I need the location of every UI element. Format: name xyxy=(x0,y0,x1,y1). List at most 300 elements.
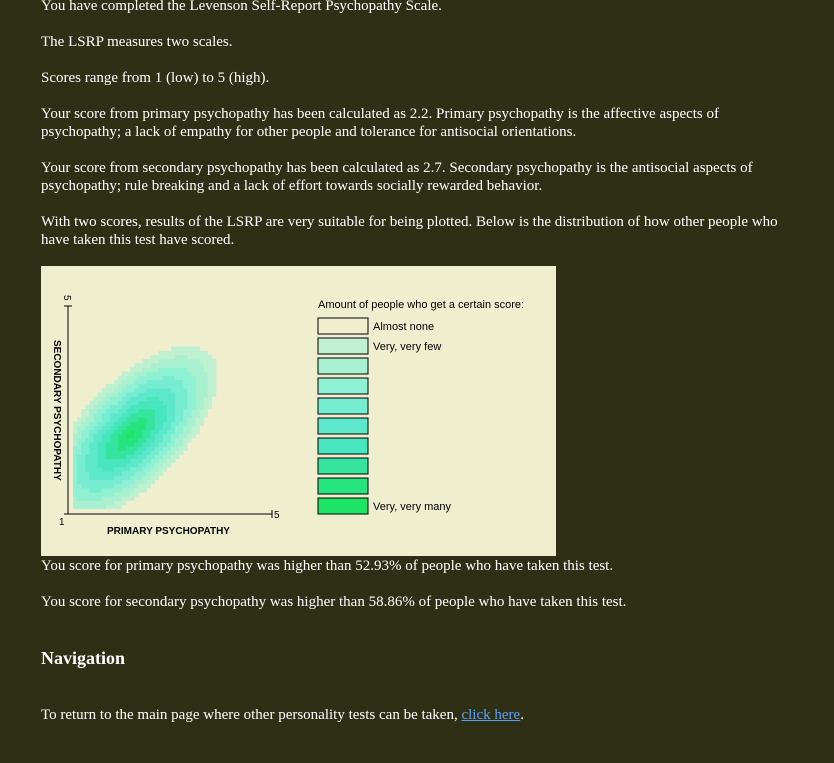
heatmap-cell xyxy=(142,384,146,388)
heatmap-cell xyxy=(114,417,118,421)
heatmap-cell xyxy=(89,467,93,471)
heatmap-cell xyxy=(204,380,208,384)
heatmap-cell xyxy=(187,430,191,434)
heatmap-cell xyxy=(130,367,134,371)
heatmap-cell xyxy=(122,421,126,425)
heatmap-cell xyxy=(77,500,81,504)
heatmap-cell xyxy=(106,455,110,459)
heatmap-cell xyxy=(85,421,89,425)
heatmap-cell xyxy=(126,442,130,446)
heatmap-cell xyxy=(171,442,175,446)
heatmap-cell xyxy=(159,430,163,434)
heatmap-cell xyxy=(151,355,155,359)
heatmap-cell xyxy=(138,421,142,425)
heatmap-cell xyxy=(171,417,175,421)
heatmap-cell xyxy=(196,376,200,380)
heatmap-cell xyxy=(196,421,200,425)
heatmap-cell xyxy=(191,417,195,421)
heatmap-cell xyxy=(77,455,81,459)
heatmap-cell xyxy=(191,380,195,384)
heatmap-cell xyxy=(171,438,175,442)
heatmap-cell xyxy=(106,388,110,392)
heatmap-cell xyxy=(187,384,191,388)
heatmap-cell xyxy=(77,467,81,471)
heatmap-cell xyxy=(114,484,118,488)
heatmap-cell xyxy=(212,384,216,388)
heatmap-cell xyxy=(77,496,81,500)
heatmap-cell xyxy=(138,467,142,471)
heatmap-cell xyxy=(167,455,171,459)
heatmap-cell xyxy=(208,380,212,384)
heatmap-cell xyxy=(110,463,114,467)
heatmap-cell xyxy=(200,413,204,417)
main-page-link[interactable]: click here xyxy=(461,707,521,723)
heatmap-cell xyxy=(122,442,126,446)
heatmap-cell xyxy=(122,384,126,388)
heatmap-cell xyxy=(138,426,142,430)
heatmap-cell xyxy=(73,492,77,496)
heatmap-cell xyxy=(183,363,187,367)
heatmap-cell xyxy=(118,438,122,442)
heatmap-cell xyxy=(147,380,151,384)
heatmap-cell xyxy=(196,396,200,400)
heatmap-cell xyxy=(147,405,151,409)
legend-label: Almost none xyxy=(373,321,435,333)
heatmap-cell xyxy=(155,455,159,459)
heatmap-cell xyxy=(126,463,130,467)
heatmap-cell xyxy=(155,471,159,475)
heatmap-cell xyxy=(126,484,130,488)
heatmap-cell xyxy=(130,413,134,417)
heatmap-cell xyxy=(171,446,175,450)
heatmap-cell xyxy=(155,426,159,430)
heatmap-cell xyxy=(191,409,195,413)
heatmap-cell xyxy=(171,434,175,438)
heatmap-cell xyxy=(142,446,146,450)
heatmap-cell xyxy=(142,363,146,367)
heatmap-cell xyxy=(98,426,102,430)
heatmap-cell xyxy=(110,401,114,405)
heatmap-cell xyxy=(114,438,118,442)
heatmap-cell xyxy=(142,488,146,492)
heatmap-cell xyxy=(98,392,102,396)
heatmap-cell xyxy=(134,409,138,413)
heatmap-cell xyxy=(183,401,187,405)
heatmap-cell xyxy=(98,476,102,480)
heatmap-cell xyxy=(142,405,146,409)
heatmap-cell xyxy=(134,484,138,488)
heatmap-cell xyxy=(102,459,106,463)
heatmap-cell xyxy=(167,451,171,455)
heatmap-cell xyxy=(179,409,183,413)
heatmap-cell xyxy=(94,496,98,500)
heatmap-cell xyxy=(196,355,200,359)
heatmap-cell xyxy=(167,372,171,376)
heatmap-cell xyxy=(163,396,167,400)
heatmap-cell xyxy=(191,347,195,351)
heatmap-cell xyxy=(118,471,122,475)
distribution-chart xyxy=(41,266,556,556)
heatmap-cell xyxy=(122,471,126,475)
heatmap-cell xyxy=(126,455,130,459)
heatmap-cell xyxy=(85,417,89,421)
heatmap-cell xyxy=(208,363,212,367)
heatmap-cell xyxy=(138,484,142,488)
heatmap-cell xyxy=(138,380,142,384)
heatmap-cell xyxy=(175,351,179,355)
heatmap-cell xyxy=(110,500,114,504)
heatmap-cell xyxy=(187,380,191,384)
heatmap-cell xyxy=(102,426,106,430)
heatmap-cell xyxy=(183,434,187,438)
heatmap-cell xyxy=(147,421,151,425)
heatmap-cell xyxy=(142,426,146,430)
heatmap-cell xyxy=(171,455,175,459)
heatmap-cell xyxy=(175,376,179,380)
heatmap-cell xyxy=(179,359,183,363)
heatmap-cell xyxy=(163,438,167,442)
heatmap-cell xyxy=(191,367,195,371)
heatmap-cell xyxy=(134,434,138,438)
heatmap-cell xyxy=(175,396,179,400)
heatmap-cell xyxy=(85,446,89,450)
heatmap-cell xyxy=(179,380,183,384)
heatmap-cell xyxy=(175,434,179,438)
heatmap-cell xyxy=(126,438,130,442)
heatmap-cell xyxy=(81,430,85,434)
heatmap-cell xyxy=(212,372,216,376)
intro-text: You have completed the Levenson Self-Report Psychopathy Scale. xyxy=(41,0,442,14)
heatmap-cell xyxy=(110,488,114,492)
heatmap-cell xyxy=(118,476,122,480)
heatmap-cell xyxy=(118,442,122,446)
heatmap-cell xyxy=(183,372,187,376)
heatmap-cell xyxy=(187,363,191,367)
heatmap-cell xyxy=(196,372,200,376)
heatmap-cell xyxy=(212,367,216,371)
heatmap-cell xyxy=(155,355,159,359)
heatmap-cell xyxy=(118,500,122,504)
heatmap-cell xyxy=(81,438,85,442)
heatmap-cell xyxy=(85,463,89,467)
heatmap-cell xyxy=(163,413,167,417)
heatmap-cell xyxy=(106,471,110,475)
heatmap-cell xyxy=(134,405,138,409)
heatmap-cell xyxy=(171,347,175,351)
heatmap-cell xyxy=(102,505,106,509)
heatmap-cell xyxy=(179,351,183,355)
heatmap-cell xyxy=(167,355,171,359)
legend-swatch xyxy=(318,318,368,334)
heatmap-cell xyxy=(106,446,110,450)
heatmap-cell xyxy=(204,413,208,417)
heatmap-cell xyxy=(196,392,200,396)
heatmap-cell xyxy=(147,396,151,400)
heatmap-cell xyxy=(102,438,106,442)
heatmap-cell xyxy=(98,421,102,425)
heatmap-cell xyxy=(94,480,98,484)
heatmap-cell xyxy=(187,417,191,421)
heatmap-cell xyxy=(196,351,200,355)
heatmap-cell xyxy=(81,480,85,484)
heatmap-cell xyxy=(110,396,114,400)
heatmap-cell xyxy=(126,388,130,392)
heatmap-cell xyxy=(151,401,155,405)
heatmap-cell xyxy=(142,417,146,421)
heatmap-cell xyxy=(196,405,200,409)
heatmap-cell xyxy=(81,442,85,446)
heatmap-cell xyxy=(102,500,106,504)
heatmap-cell xyxy=(147,484,151,488)
heatmap-cell xyxy=(147,417,151,421)
heatmap-cell xyxy=(134,476,138,480)
heatmap-cell xyxy=(98,484,102,488)
heatmap-cell xyxy=(151,380,155,384)
heatmap-cell xyxy=(130,409,134,413)
heatmap-cell xyxy=(179,405,183,409)
heatmap-cell xyxy=(89,505,93,509)
heatmap-cell xyxy=(179,413,183,417)
heatmap-cell xyxy=(151,409,155,413)
heatmap-cell xyxy=(138,471,142,475)
heatmap-cell xyxy=(110,492,114,496)
heatmap-cell xyxy=(134,380,138,384)
heatmap-cell xyxy=(142,471,146,475)
heatmap-cell xyxy=(81,446,85,450)
heatmap-cell xyxy=(89,409,93,413)
heatmap-cell xyxy=(130,471,134,475)
heatmap-cell xyxy=(155,438,159,442)
heatmap-cell xyxy=(73,463,77,467)
heatmap-cell xyxy=(212,359,216,363)
heatmap-cell xyxy=(171,409,175,413)
secondary-score-text: Your score from secondary psychopathy has been calculated as 2.7. Secondary psychopathy is the antisocial aspects of psychopathy; rule breaking and a lack of effort towards socially rewarded behavior. xyxy=(41,160,753,194)
heatmap-cell xyxy=(183,380,187,384)
heatmap-cell xyxy=(77,463,81,467)
heatmap-cell xyxy=(94,467,98,471)
heatmap-cell xyxy=(155,413,159,417)
heatmap-cell xyxy=(155,401,159,405)
heatmap-cell xyxy=(155,372,159,376)
heatmap-cell xyxy=(77,426,81,430)
heatmap-cell xyxy=(175,392,179,396)
heatmap-cell xyxy=(159,442,163,446)
heatmap-cell xyxy=(183,351,187,355)
heatmap-cell xyxy=(159,372,163,376)
heatmap-cell xyxy=(204,363,208,367)
heatmap-cell xyxy=(102,467,106,471)
heatmap-cell xyxy=(134,384,138,388)
heatmap-cell xyxy=(151,476,155,480)
heatmap-cell xyxy=(118,488,122,492)
heatmap-cell xyxy=(134,471,138,475)
heatmap-cell xyxy=(138,392,142,396)
heatmap-cell xyxy=(130,405,134,409)
heatmap-cell xyxy=(155,430,159,434)
heatmap-cell xyxy=(167,463,171,467)
heatmap-cell xyxy=(94,492,98,496)
navigation-text xyxy=(41,706,524,724)
heatmap-cell xyxy=(142,484,146,488)
heatmap-cell xyxy=(151,372,155,376)
heatmap-cell xyxy=(102,488,106,492)
heatmap-cell xyxy=(130,455,134,459)
heatmap-cell xyxy=(138,455,142,459)
heatmap-cell xyxy=(77,459,81,463)
heatmap-cell xyxy=(98,463,102,467)
heatmap-cell xyxy=(94,500,98,504)
heatmap-cell xyxy=(134,451,138,455)
y-axis-title: SECONDARY PSYCHOPATHY xyxy=(51,340,62,481)
heatmap-cell xyxy=(183,446,187,450)
heatmap-cell xyxy=(114,476,118,480)
heatmap-cell xyxy=(73,488,77,492)
heatmap-cell xyxy=(163,401,167,405)
heatmap-cell xyxy=(130,388,134,392)
heatmap-cell xyxy=(155,476,159,480)
heatmap-cell xyxy=(85,405,89,409)
heatmap-cell xyxy=(85,438,89,442)
heatmap-cell xyxy=(122,372,126,376)
heatmap-cell xyxy=(114,409,118,413)
heatmap-cell xyxy=(102,463,106,467)
heatmap-cell xyxy=(159,413,163,417)
heatmap-cell xyxy=(155,451,159,455)
heatmap-cell xyxy=(147,376,151,380)
heatmap-cell xyxy=(163,409,167,413)
heatmap-cell xyxy=(98,396,102,400)
heatmap-cell xyxy=(138,413,142,417)
heatmap-cell xyxy=(163,463,167,467)
heatmap-cell xyxy=(122,480,126,484)
heatmap-cell xyxy=(134,376,138,380)
heatmap-cell xyxy=(171,363,175,367)
heatmap-cell xyxy=(110,496,114,500)
heatmap-cell xyxy=(110,409,114,413)
heatmap-cell xyxy=(155,396,159,400)
heatmap-cell xyxy=(200,396,204,400)
heatmap-cell xyxy=(114,380,118,384)
heatmap-cell xyxy=(85,500,89,504)
heatmap-cell xyxy=(204,367,208,371)
heatmap-cell xyxy=(77,471,81,475)
heatmap-cell xyxy=(114,392,118,396)
heatmap-cell xyxy=(200,405,204,409)
heatmap-cell xyxy=(89,446,93,450)
heatmap-cell xyxy=(175,401,179,405)
heatmap-cell xyxy=(147,480,151,484)
heatmap-cell xyxy=(85,434,89,438)
heatmap-cell xyxy=(191,396,195,400)
heatmap-cell xyxy=(175,442,179,446)
heatmap-cell xyxy=(114,446,118,450)
heatmap-cell xyxy=(98,451,102,455)
heatmap-cell xyxy=(81,471,85,475)
heatmap-cell xyxy=(130,426,134,430)
heatmap-cell xyxy=(142,467,146,471)
heatmap-cell xyxy=(130,380,134,384)
heatmap-cell xyxy=(179,376,183,380)
heatmap-cell xyxy=(122,451,126,455)
heatmap-cell xyxy=(106,384,110,388)
heatmap-cell xyxy=(126,480,130,484)
heatmap-cell xyxy=(118,480,122,484)
heatmap-cell xyxy=(191,426,195,430)
heatmap-cell xyxy=(134,480,138,484)
heatmap-cell xyxy=(159,463,163,467)
heatmap-cell xyxy=(175,426,179,430)
heatmap-cell xyxy=(89,434,93,438)
heatmap-cell xyxy=(85,496,89,500)
heatmap-cell xyxy=(196,426,200,430)
heatmap-cell xyxy=(89,455,93,459)
heatmap-cell xyxy=(94,426,98,430)
heatmap-cell xyxy=(77,488,81,492)
heatmap-cell xyxy=(110,413,114,417)
heatmap-cell xyxy=(167,442,171,446)
heatmap-cell xyxy=(81,426,85,430)
heatmap-cell xyxy=(134,388,138,392)
heatmap-cell xyxy=(98,492,102,496)
heatmap-cell xyxy=(122,376,126,380)
heatmap-cell xyxy=(94,505,98,509)
heatmap-cell xyxy=(102,430,106,434)
heatmap-cell xyxy=(147,359,151,363)
heatmap-cell xyxy=(122,396,126,400)
heatmap-cell xyxy=(159,434,163,438)
heatmap-cell xyxy=(187,426,191,430)
heatmap-cell xyxy=(89,438,93,442)
heatmap-cell xyxy=(77,434,81,438)
heatmap-cell xyxy=(130,496,134,500)
heatmap-cell xyxy=(130,492,134,496)
heatmap-cell xyxy=(167,446,171,450)
heatmap-cell xyxy=(183,388,187,392)
heatmap-cell xyxy=(187,438,191,442)
heatmap-cell xyxy=(204,384,208,388)
heatmap-cell xyxy=(130,459,134,463)
heatmap-cell xyxy=(81,421,85,425)
heatmap-cell xyxy=(183,417,187,421)
heatmap-cell xyxy=(98,480,102,484)
heatmap-cell xyxy=(138,372,142,376)
heatmap-cell xyxy=(89,496,93,500)
heatmap-cell xyxy=(98,488,102,492)
heatmap-cell xyxy=(73,438,77,442)
heatmap-cell xyxy=(122,380,126,384)
heatmap-cell xyxy=(175,409,179,413)
heatmap-cell xyxy=(110,405,114,409)
heatmap-cell xyxy=(167,376,171,380)
heatmap-cell xyxy=(163,430,167,434)
heatmap-cell xyxy=(171,380,175,384)
heatmap-cell xyxy=(159,451,163,455)
heatmap-cell xyxy=(200,409,204,413)
heatmap-cell xyxy=(89,421,93,425)
heatmap-cell xyxy=(179,451,183,455)
heatmap-cell xyxy=(81,455,85,459)
heatmap-cell xyxy=(147,438,151,442)
legend xyxy=(318,318,452,514)
heatmap-cell xyxy=(130,401,134,405)
heatmap-cell xyxy=(183,430,187,434)
heatmap-cell xyxy=(155,434,159,438)
heatmap-cell xyxy=(138,384,142,388)
heatmap-cell xyxy=(147,372,151,376)
heatmap-cell xyxy=(167,401,171,405)
heatmap-cell xyxy=(151,376,155,380)
heatmap-cell xyxy=(151,480,155,484)
